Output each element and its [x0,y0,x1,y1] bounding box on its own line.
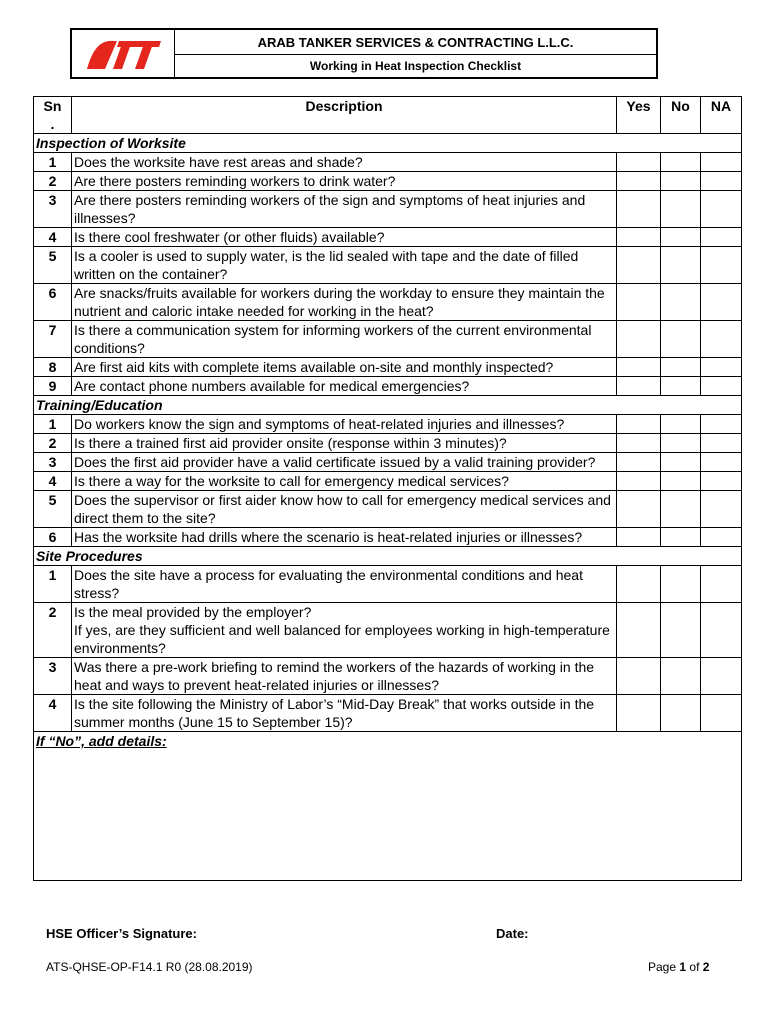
checklist-row [34,603,742,658]
item-number: 5 [34,491,72,528]
no-checkbox-cell[interactable] [661,472,701,491]
item-description: Is the site following the Ministry of Labor’s “Mid-Day Break” that works outside in the summer months (June 15 to September 15)? [72,695,617,732]
checklist-row [34,228,742,247]
section-row [34,547,742,566]
item-description: Has the worksite had drills where the scenario is heat-related injuries or illnesses? [72,528,617,547]
yes-checkbox-cell[interactable] [617,321,661,358]
na-checkbox-cell[interactable] [701,377,742,396]
na-checkbox-cell[interactable] [701,191,742,228]
item-number: 3 [34,191,72,228]
na-checkbox-cell[interactable] [701,153,742,172]
no-checkbox-cell[interactable] [661,358,701,377]
document-title: Working in Heat Inspection Checklist [309,59,522,73]
na-checkbox-cell[interactable] [701,528,742,547]
checklist-table [33,96,742,881]
item-number: 4 [34,472,72,491]
item-description: Are there posters reminding workers to drink water? [72,172,617,191]
no-checkbox-cell[interactable] [661,172,701,191]
no-checkbox-cell[interactable] [661,603,701,658]
column-header-yes: Yes [617,97,661,134]
item-description: Is there cool freshwater (or other fluids) available? [72,228,617,247]
item-number: 4 [34,228,72,247]
section-row [34,396,742,415]
na-checkbox-cell[interactable] [701,603,742,658]
na-checkbox-cell[interactable] [701,321,742,358]
na-checkbox-cell[interactable] [701,172,742,191]
item-description: Are there posters reminding workers of the sign and symptoms of heat injuries and illnesses? [72,191,617,228]
no-checkbox-cell[interactable] [661,377,701,396]
yes-checkbox-cell[interactable] [617,566,661,603]
checklist-row [34,321,742,358]
yes-checkbox-cell[interactable] [617,153,661,172]
checklist-row [34,172,742,191]
checklist-row [34,695,742,732]
no-checkbox-cell[interactable] [661,284,701,321]
item-number: 2 [34,603,72,658]
checklist-row [34,472,742,491]
item-description: Is there a trained first aid provider onsite (response within 3 minutes)? [72,434,617,453]
company-logo [72,30,175,77]
no-checkbox-cell[interactable] [661,453,701,472]
page-current: 1 [679,960,687,974]
item-description: Does the supervisor or first aider know how to call for emergency medical services and direct them to the site? [72,491,617,528]
na-checkbox-cell[interactable] [701,472,742,491]
logo-icon [83,35,163,73]
yes-checkbox-cell[interactable] [617,377,661,396]
na-checkbox-cell[interactable] [701,566,742,603]
date-label: Date: [496,926,529,941]
section-row [34,134,742,153]
na-checkbox-cell[interactable] [701,434,742,453]
yes-checkbox-cell[interactable] [617,472,661,491]
no-checkbox-cell[interactable] [661,228,701,247]
yes-checkbox-cell[interactable] [617,228,661,247]
yes-checkbox-cell[interactable] [617,284,661,321]
item-description: Is a cooler is used to supply water, is the lid sealed with tape and the date of filled written on the container? [72,247,617,284]
item-description: Was there a pre-work briefing to remind the workers of the hazards of working in the heat and ways to prevent heat-related injuries or illnesses? [72,658,617,695]
column-header-sn: Sn . [34,97,72,134]
item-number: 5 [34,247,72,284]
yes-checkbox-cell[interactable] [617,434,661,453]
no-checkbox-cell[interactable] [661,153,701,172]
item-number: 3 [34,658,72,695]
checklist-row [34,491,742,528]
document-header [70,28,658,79]
na-checkbox-cell[interactable] [701,695,742,732]
yes-checkbox-cell[interactable] [617,603,661,658]
no-checkbox-cell[interactable] [661,247,701,284]
yes-checkbox-cell[interactable] [617,358,661,377]
yes-checkbox-cell[interactable] [617,528,661,547]
item-number: 1 [34,153,72,172]
checklist-row [34,191,742,228]
item-description: Does the worksite have rest areas and shade? [72,153,617,172]
na-checkbox-cell[interactable] [701,453,742,472]
item-description: Are snacks/fruits available for workers during the workday to ensure they maintain the nutrient and caloric intake needed for working in the heat? [72,284,617,321]
column-header-description: Description [72,97,617,134]
item-description: Are contact phone numbers available for medical emergencies? [72,377,617,396]
page-prefix: Page [648,960,677,974]
item-description: Do workers know the sign and symptoms of heat-related injuries and illnesses? [72,415,617,434]
na-checkbox-cell[interactable] [701,228,742,247]
yes-checkbox-cell[interactable] [617,491,661,528]
item-description: Is the meal provided by the employer? If yes, are they sufficient and well balanced for employees working in high-temperature environments? [72,603,617,658]
item-number: 9 [34,377,72,396]
page-total: 2 [702,960,710,974]
checklist-body [34,134,742,732]
item-description: Is there a communication system for informing workers of the current environmental conditions? [72,321,617,358]
table-header-row [34,97,742,134]
item-number: 2 [34,172,72,191]
section-title: Site Procedures [34,547,742,566]
yes-checkbox-cell[interactable] [617,172,661,191]
na-checkbox-cell[interactable] [701,358,742,377]
page-of: of [689,960,700,974]
no-checkbox-cell[interactable] [661,434,701,453]
details-row [34,732,742,881]
item-description: Is there a way for the worksite to call for emergency medical services? [72,472,617,491]
checklist-row [34,566,742,603]
item-description: Are first aid kits with complete items available on-site and monthly inspected? [72,358,617,377]
item-number: 7 [34,321,72,358]
item-number: 8 [34,358,72,377]
details-area[interactable] [34,732,742,881]
details-label: If “No”, add details: [36,733,167,749]
column-header-no: No [661,97,701,134]
item-number: 6 [34,284,72,321]
na-checkbox-cell[interactable] [701,415,742,434]
checklist-row [34,528,742,547]
yes-checkbox-cell[interactable] [617,247,661,284]
item-number: 4 [34,695,72,732]
column-header-na: NA [701,97,742,134]
item-number: 1 [34,566,72,603]
na-checkbox-cell[interactable] [701,284,742,321]
no-checkbox-cell[interactable] [661,566,701,603]
item-number: 6 [34,528,72,547]
no-checkbox-cell[interactable] [661,528,701,547]
no-checkbox-cell[interactable] [661,695,701,732]
yes-checkbox-cell[interactable] [617,415,661,434]
checklist-row [34,358,742,377]
checklist-row [34,284,742,321]
checklist-row [34,153,742,172]
na-checkbox-cell[interactable] [701,247,742,284]
no-checkbox-cell[interactable] [661,658,701,695]
no-checkbox-cell[interactable] [661,321,701,358]
checklist-row [34,434,742,453]
no-checkbox-cell[interactable] [661,491,701,528]
yes-checkbox-cell[interactable] [617,453,661,472]
checklist-row [34,415,742,434]
checklist-row [34,377,742,396]
yes-checkbox-cell[interactable] [617,695,661,732]
no-checkbox-cell[interactable] [661,191,701,228]
checklist-row [34,247,742,284]
item-number: 2 [34,434,72,453]
item-number: 1 [34,415,72,434]
item-description: Does the first aid provider have a valid certificate issued by a valid training provider? [72,453,617,472]
officer-signature-label: HSE Officer’s Signature: [46,926,197,941]
item-description: Does the site have a process for evaluating the environmental conditions and heat stress? [72,566,617,603]
na-checkbox-cell[interactable] [701,658,742,695]
na-checkbox-cell[interactable] [701,491,742,528]
section-title: Inspection of Worksite [34,134,742,153]
yes-checkbox-cell[interactable] [617,191,661,228]
section-title: Training/Education [34,396,742,415]
no-checkbox-cell[interactable] [661,415,701,434]
company-name: ARAB TANKER SERVICES & CONTRACTING L.L.C. [175,30,656,55]
item-number: 3 [34,453,72,472]
page-number [648,960,709,974]
checklist-row [34,453,742,472]
document-code: ATS-QHSE-OP-F14.1 R0 (28.08.2019) [46,960,253,974]
yes-checkbox-cell[interactable] [617,658,661,695]
checklist-row [34,658,742,695]
